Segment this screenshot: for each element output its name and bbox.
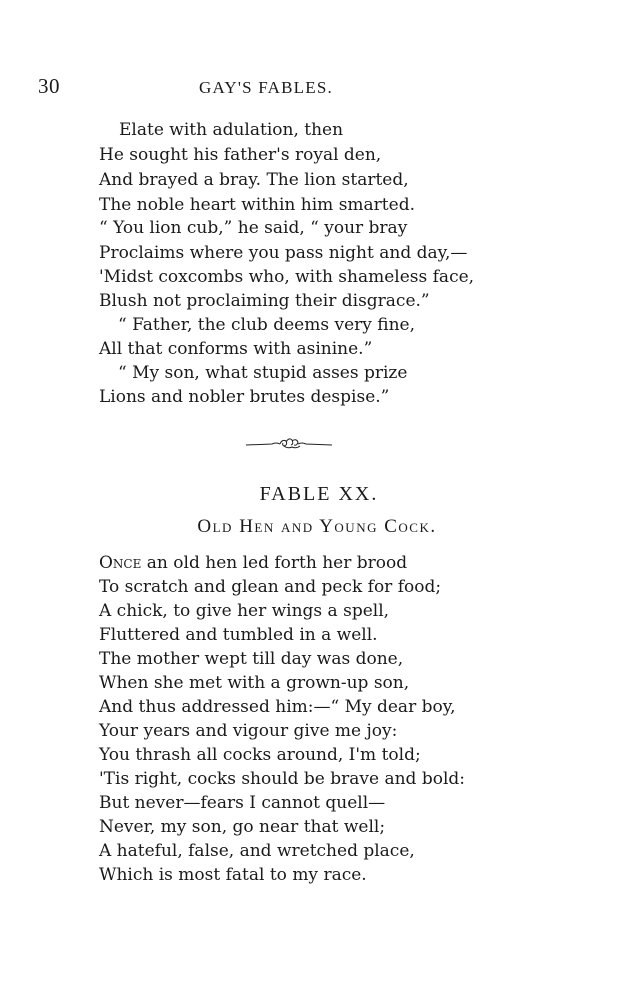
verse-line: He sought his father's royal den, xyxy=(99,145,382,165)
verse-line: A hateful, false, and wretched place, xyxy=(99,841,415,861)
verse-line: All that conforms with asinine.” xyxy=(99,339,373,359)
verse-line: “ My son, what stupid asses prize xyxy=(118,363,408,383)
verse-line: You thrash all cocks around, I'm told; xyxy=(99,745,421,765)
verse-line: Fluttered and tumbled in a well. xyxy=(99,625,378,645)
verse-line: “ You lion cub,” he said, “ your bray xyxy=(99,218,408,238)
first-line-rest: an old hen led forth her brood xyxy=(141,553,408,573)
verse-line: And thus addressed him:—“ My dear boy, xyxy=(99,697,456,717)
fable-title: Old Hen and Young Cock. xyxy=(197,516,437,537)
verse-line: Proclaims where you pass night and day,— xyxy=(99,243,468,263)
verse-line: A chick, to give her wings a spell, xyxy=(99,601,390,621)
verse-line: “ Father, the club deems very fine, xyxy=(118,315,416,335)
verse-line-first xyxy=(99,553,407,573)
verse-line: When she met with a grown-up son, xyxy=(99,673,410,693)
opening-word: Once xyxy=(99,553,142,573)
verse-line: 'Midst coxcombs who, with shameless face, xyxy=(99,267,475,287)
verse-line: The noble heart within him smarted. xyxy=(99,195,415,215)
page-number: 30 xyxy=(38,74,60,98)
verse-line: And brayed a bray. The lion started, xyxy=(99,170,409,190)
page-header xyxy=(0,74,618,102)
verse-line: Which is most fatal to my race. xyxy=(99,865,367,885)
ornament-divider xyxy=(244,436,334,450)
verse-line: But never—fears I cannot quell— xyxy=(99,793,386,813)
verse-line: The mother wept till day was done, xyxy=(99,649,404,669)
verse-line: Never, my son, go near that well; xyxy=(99,817,386,837)
verse-line: Your years and vigour give me joy: xyxy=(99,721,398,741)
running-head: GAY'S FABLES. xyxy=(199,78,333,97)
fable-number: FABLE XX. xyxy=(259,483,379,505)
verse-line: Blush not proclaiming their disgrace.” xyxy=(99,291,430,311)
verse-line: Lions and nobler brutes despise.” xyxy=(99,387,390,407)
verse-line: Elate with adulation, then xyxy=(119,120,344,140)
verse-line: 'Tis right, cocks should be brave and bold: xyxy=(99,769,465,789)
verse-line: To scratch and glean and peck for food; xyxy=(99,577,442,597)
